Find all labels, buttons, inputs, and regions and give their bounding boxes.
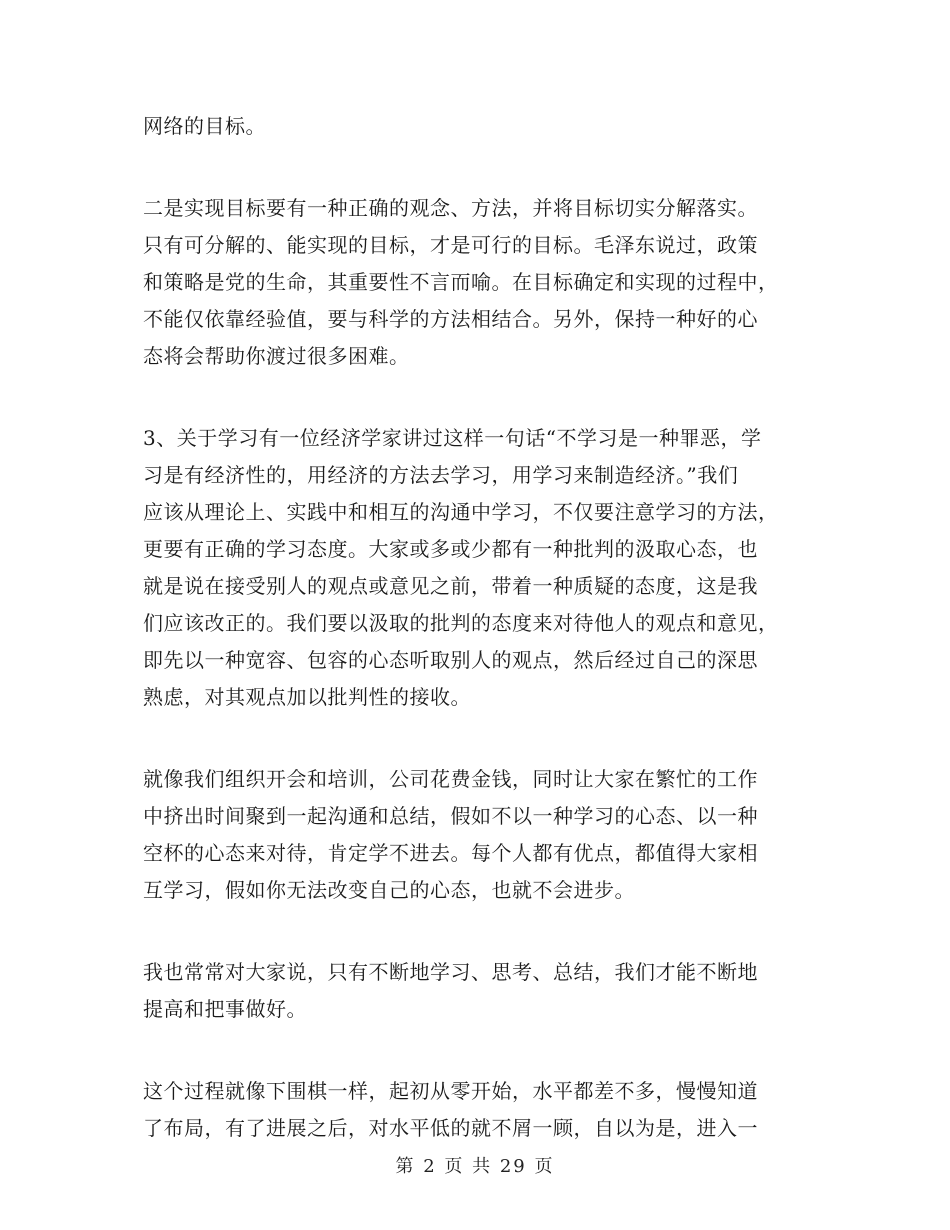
text-line: 应该从理论上、实践中和相互的沟通中学习，不仅要注意学习的方法， xyxy=(143,500,779,524)
paragraph xyxy=(143,1073,807,1147)
text-line: 不能仅依靠经验值，要与科学的方法相结合。另外，保持一种好的心 xyxy=(143,307,758,331)
text-line: 网络的目标。 xyxy=(143,114,266,138)
paragraph xyxy=(143,954,807,1028)
text-line: 熟虑，对其观点加以批判性的接收。 xyxy=(143,685,471,709)
text-line: 这个过程就像下围棋一样，起初从零开始，水平都差不多，慢慢知道 xyxy=(143,1079,758,1103)
text-line: 了布局，有了进展之后，对水平低的就不屑一顾，自以为是，进入一 xyxy=(143,1116,758,1140)
text-line: 和策略是党的生命，其重要性不言而喻。在目标确定和实现的过程中， xyxy=(143,270,779,294)
text-line: 习是有经济性的，用经济的方法去学习，用学习来制造经济。”我们 xyxy=(143,463,739,487)
text-line: 就是说在接受别人的观点或意见之前，带着一种质疑的态度，这是我 xyxy=(143,574,758,598)
text-line: 二是实现目标要有一种正确的观念、方法，并将目标切实分解落实。 xyxy=(143,196,758,220)
text-line: 中挤出时间聚到一起沟通和总结，假如不以一种学习的心态、以一种 xyxy=(143,804,758,828)
text-line: 提高和把事做好。 xyxy=(143,997,307,1021)
text-line: 更要有正确的学习态度。大家或多或少都有一种批判的汲取心态，也 xyxy=(143,537,758,561)
text-line: 我也常常对大家说，只有不断地学习、思考、总结，我们才能不断地 xyxy=(143,960,758,984)
text-line: 互学习，假如你无法改变自己的心态，也就不会进步。 xyxy=(143,878,635,902)
text-line: 即先以一种宽容、包容的心态听取别人的观点，然后经过自己的深思 xyxy=(143,648,758,672)
text-line: 就像我们组织开会和培训，公司花费金钱，同时让大家在繁忙的工作 xyxy=(143,767,758,791)
text-line: 只有可分解的、能实现的目标，才是可行的目标。毛泽东说过，政策 xyxy=(143,233,758,257)
text-line: 空杯的心态来对待，肯定学不进去。每个人都有优点，都值得大家相 xyxy=(143,841,758,865)
text-line: 态将会帮助你渡过很多困难。 xyxy=(143,344,410,368)
text-line: 3、关于学习有一位经济学家讲过这样一句话“不学习是一种罪恶，学 xyxy=(143,426,762,450)
paragraph xyxy=(143,108,807,145)
paragraph xyxy=(143,761,807,909)
paragraph xyxy=(143,420,807,716)
page-number-footer: 第 2 页 共 29 页 xyxy=(395,1156,555,1177)
paragraph xyxy=(143,190,807,375)
text-line: 们应该改正的。我们要以汲取的批判的态度来对待他人的观点和意见， xyxy=(143,611,779,635)
document-body xyxy=(143,108,807,1192)
